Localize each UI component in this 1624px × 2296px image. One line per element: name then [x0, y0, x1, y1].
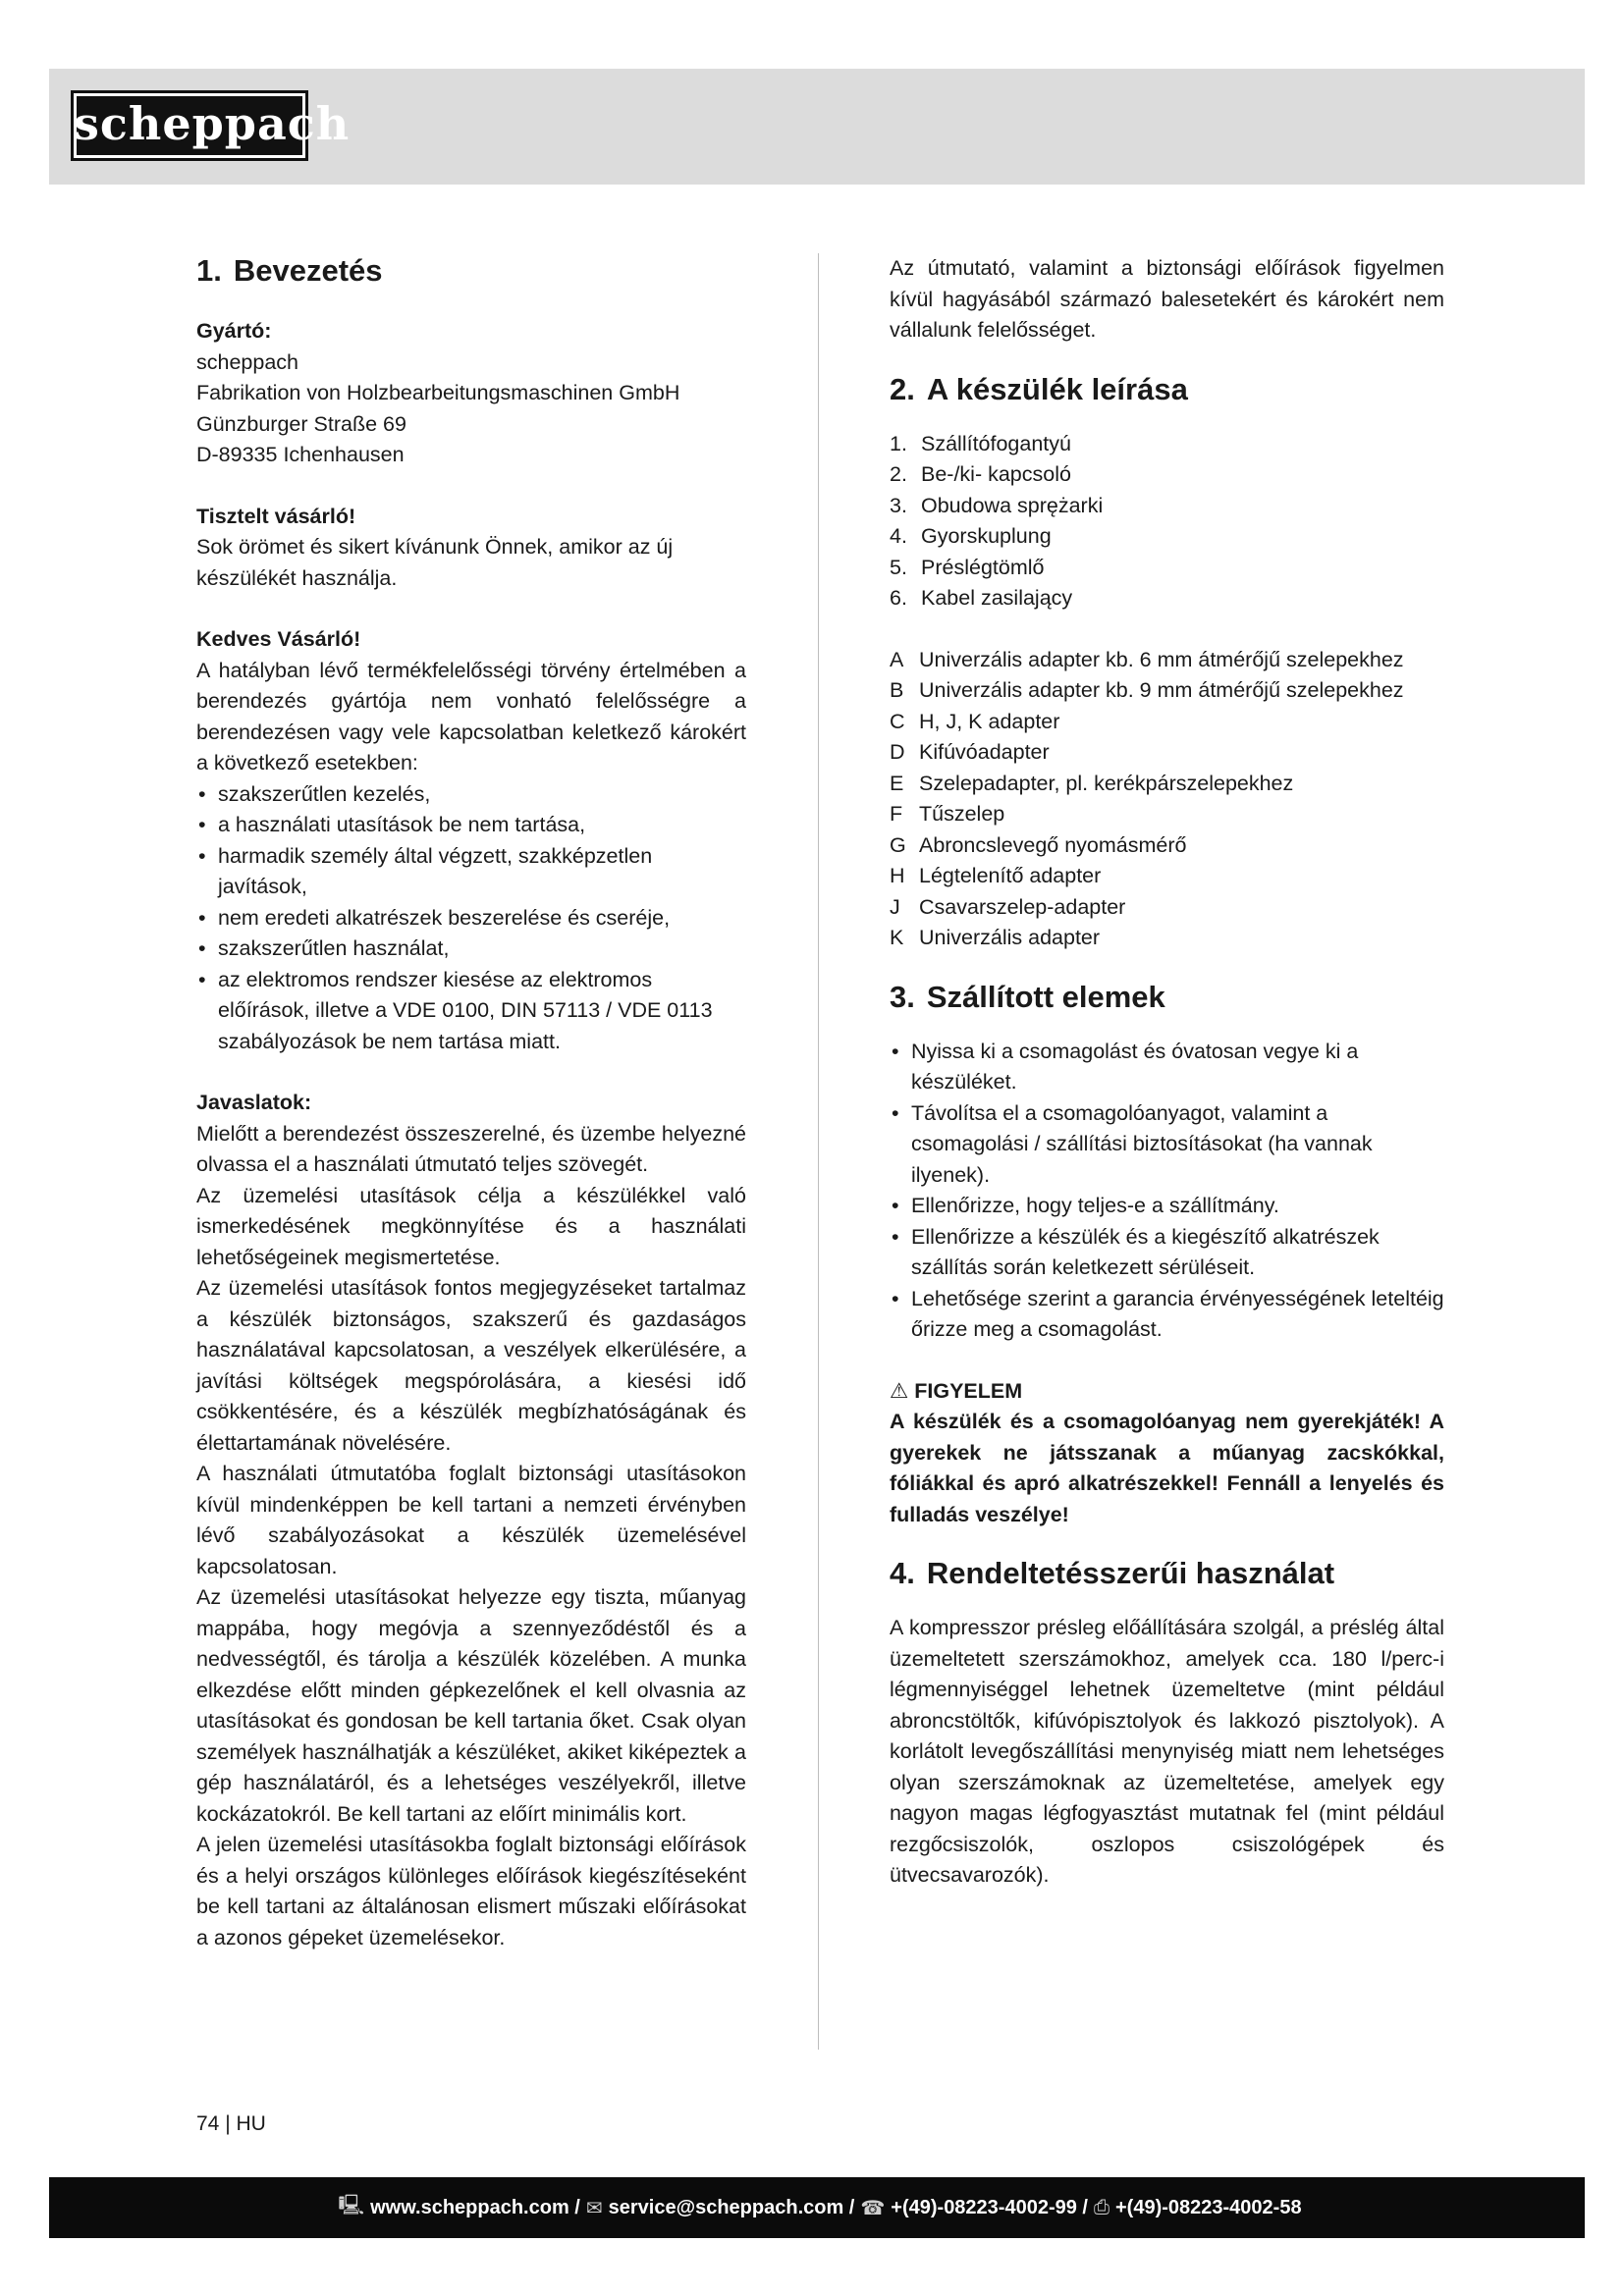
list-item: 5. Préslégtömlő [890, 555, 1045, 579]
list-item: C H, J, K adapter [890, 709, 1060, 733]
section-4-title [890, 1556, 1444, 1591]
advice-paragraph: Az üzemelési utasításokat helyezze egy tiszta, műanyag mappába, hogy megóvja a szennyeződéstől és a nedvességtől, és tárolja a készülék közelében. A munka elkezdése előtt minden gépkezelőnek el kell olvasnia az utasításokat és gondosan be kell tartania őket. Csak olyan személyek használhatják a készüléket, akiket kiképeztek a gép használatáról, és a lehetséges veszélyekről, illetve kockázatokról. Be kell tartani az előírt minimális kort. [196, 1585, 746, 1826]
manufacturer-line: Fabrikation von Holzbearbeitungsmaschinen GmbH [196, 381, 680, 404]
list-item: 3. Obudowa sprężarki [890, 493, 1104, 517]
list-item: B Univerzális adapter kb. 9 mm átmérőjű szelepekhez [890, 678, 1404, 702]
section-title-text: A készülék leírása [926, 371, 1188, 406]
list-item: H Légtelenítő adapter [890, 864, 1102, 887]
section-title-text: Bevezetés [233, 253, 383, 288]
list-item: • Nyissa ki a csomagolást és óvatosan vegye ki a készüléket. [890, 1037, 1444, 1098]
list-item: F Tűszelep [890, 802, 1005, 826]
section-title-text: Rendeltetésszerűi használat [926, 1556, 1335, 1590]
mail-icon: ✉ [585, 2197, 603, 2219]
footer-band [49, 2177, 1585, 2238]
liability-text: A hatályban lévő termékfelelősségi törvény értelmében a berendezés gyártója nem vonható felelősségre a berendezésen vagy vele kapcsolatban keletkező károkért a következő esetekben: [196, 658, 746, 774]
advice-paragraph: Az üzemelési utasítások fontos megjegyzéseket tartalmaz a készülék biztonságos, szakszerű és gazdaságos használatával kapcsolatosan, a veszélyek elkerülésére, a javítási költségek megspórolására, a kiesési idő csökkentésére, és a készülék megbízhatóságának és élettartamának növelésére. [196, 1276, 746, 1455]
disclaimer-text: Az útmutató, valamint a biztonsági előírások figyelmen kívül hagyásából származó balesetekért és károkért nem vállalunk felelősséget. [890, 256, 1444, 342]
list-item: G Abroncslevegő nyomásmérő [890, 832, 1187, 857]
warning-text: A készülék és a csomagolóanyag nem gyerekjáték! A gyerekek ne játsszanak a műanyag zacskókkal, fóliákkal és apró alkatrészekkel! Fennáll a lenyelés és fulladás veszélye! [890, 1410, 1444, 1526]
list-item: • szakszerűtlen használat, [196, 934, 746, 965]
advice-paragraph: A jelen üzemelési utasításokba foglalt biztonsági előírások és a helyi országos különleges előírások kiegészítéseként be kell tartani az általánosan elismert műszaki előírásokat a azonos gépeket üzemelésekor. [196, 1833, 746, 1949]
list-item: 4. Gyorskuplung [890, 524, 1052, 548]
advice-paragraph: Mielőtt a berendezést összeszerelné, és üzembe helyezné olvassa el a használati útmutató teljes szövegét. [196, 1121, 746, 1176]
fax-icon: ⎙ [1093, 2196, 1110, 2218]
manufacturer-label: Gyártó: [196, 319, 272, 343]
email-link[interactable]: service@scheppach.com / [608, 2196, 855, 2218]
fax-number[interactable]: +(49)-08223-4002-58 [1114, 2196, 1302, 2218]
monitor-icon: 🖳 [338, 2195, 365, 2216]
list-item: K Univerzális adapter [890, 926, 1101, 949]
adapter-list [890, 645, 1444, 954]
list-item: 6. Kabel zasilający [890, 586, 1073, 610]
list-item: J Csavarszelep-adapter [890, 894, 1126, 919]
liability-list [196, 779, 746, 1058]
list-item: 2. Be-/ki- kapcsoló [890, 462, 1071, 486]
list-item: • Lehetősége szerint a garancia érvényességének leteltéig őrizze meg a csomagolást. [890, 1284, 1444, 1346]
section-1-title [196, 253, 746, 289]
column-divider [818, 253, 819, 2050]
greeting-label: Tisztelt vásárló! [196, 504, 356, 528]
section-number: 3. [890, 979, 915, 1014]
manufacturer-line: scheppach [196, 349, 298, 374]
list-item: • nem eredeti alkatrészek beszerelése és cseréje, [196, 903, 746, 934]
list-item: • az elektromos rendszer kiesése az elektromos előírások, illetve a VDE 0100, DIN 57113 / VDE 0113 szabályozások be nem tartása miatt. [196, 965, 746, 1058]
list-item: A Univerzális adapter kb. 6 mm átmérőjű szelepekhez [890, 647, 1404, 671]
section-title-text: Szállított elemek [926, 979, 1165, 1014]
manufacturer-line: D-89335 Ichenhausen [196, 443, 405, 466]
advice-label: Javaslatok: [196, 1091, 312, 1114]
list-item: • Távolítsa el a csomagolóanyagot, valamint a csomagolási / szállítási biztosításokat (ha vannak ilyenek). [890, 1098, 1444, 1192]
right-column [890, 253, 1444, 1892]
warning-heading [890, 1376, 1444, 1408]
phone-number[interactable]: +(49)-08223-4002-99 / [891, 2196, 1088, 2218]
advice-paragraph: Az üzemelési utasítások célja a készülékkel való ismerkedésének megkönnyítése és a használati lehetőségeinek megismertetése. [196, 1183, 746, 1269]
usage-text: A kompresszor présleg előállítására szolgál, a préslég által üzemeltetett szerszámokhoz, amelyek cca. 180 l/perc-i légmennyiséggel lehetnek üzemeltetve (mint például abroncstöltők, kifúvópisztolyok és lakkozó pisztolyok). A korlátolt levegőszállítási menynyiség miatt nem lehetséges olyan szerszámoknak az üzemeltetése, amelyek egy nagyon magas légfogyasztást mutatnak fel (mint például rezgőcsiszolók, oszlopos csiszológépek és ütvecsavarozók). [890, 1616, 1444, 1887]
list-item: • szakszerűtlen kezelés, [196, 779, 746, 811]
parts-list [890, 429, 1444, 614]
list-item: 1. Szállítófogantyú [890, 431, 1071, 455]
list-item: D Kifúvóadapter [890, 740, 1050, 764]
warning-icon: ⚠ [890, 1378, 909, 1403]
list-item: E Szelepadapter, pl. kerékpárszelepekhez [890, 771, 1294, 795]
phone-icon: ☎ [860, 2197, 886, 2219]
section-3-title [890, 980, 1444, 1015]
website-link[interactable]: www.scheppach.com / [370, 2196, 580, 2218]
section-2-title [890, 372, 1444, 407]
section-number: 2. [890, 371, 915, 406]
page-number: 74 | HU [196, 2112, 266, 2135]
section-number: 1. [196, 253, 222, 288]
list-item: • Ellenőrizze, hogy teljes-e a szállítmány. [890, 1191, 1444, 1222]
left-column [196, 253, 746, 1953]
list-item: • Ellenőrizze a készülék és a kiegészítő alkatrészek szállítás során keletkezett sérüléseit. [890, 1222, 1444, 1284]
warning-label: FIGYELEM [914, 1378, 1023, 1403]
list-item: • harmadik személy által végzett, szakképzetlen javítások, [196, 841, 746, 903]
list-item: • a használati utasítások be nem tartása, [196, 810, 746, 841]
section-number: 4. [890, 1556, 915, 1590]
header-band [49, 69, 1585, 185]
greeting-text: Sok örömet és sikert kívánunk Önnek, amikor az új készülékét használja. [196, 535, 674, 590]
liability-label: Kedves Vásárló! [196, 627, 361, 651]
delivery-list [890, 1037, 1444, 1346]
brand-logo[interactable]: scheppach [71, 90, 308, 161]
advice-paragraph: A használati útmutatóba foglalt biztonsági utasításokon kívül mindenképpen be kell tartani a nemzeti érvényben lévő szabályozásokat a készülék üzemelésével kapcsolatosan. [196, 1462, 746, 1578]
manufacturer-line: Günzburger Straße 69 [196, 411, 406, 436]
